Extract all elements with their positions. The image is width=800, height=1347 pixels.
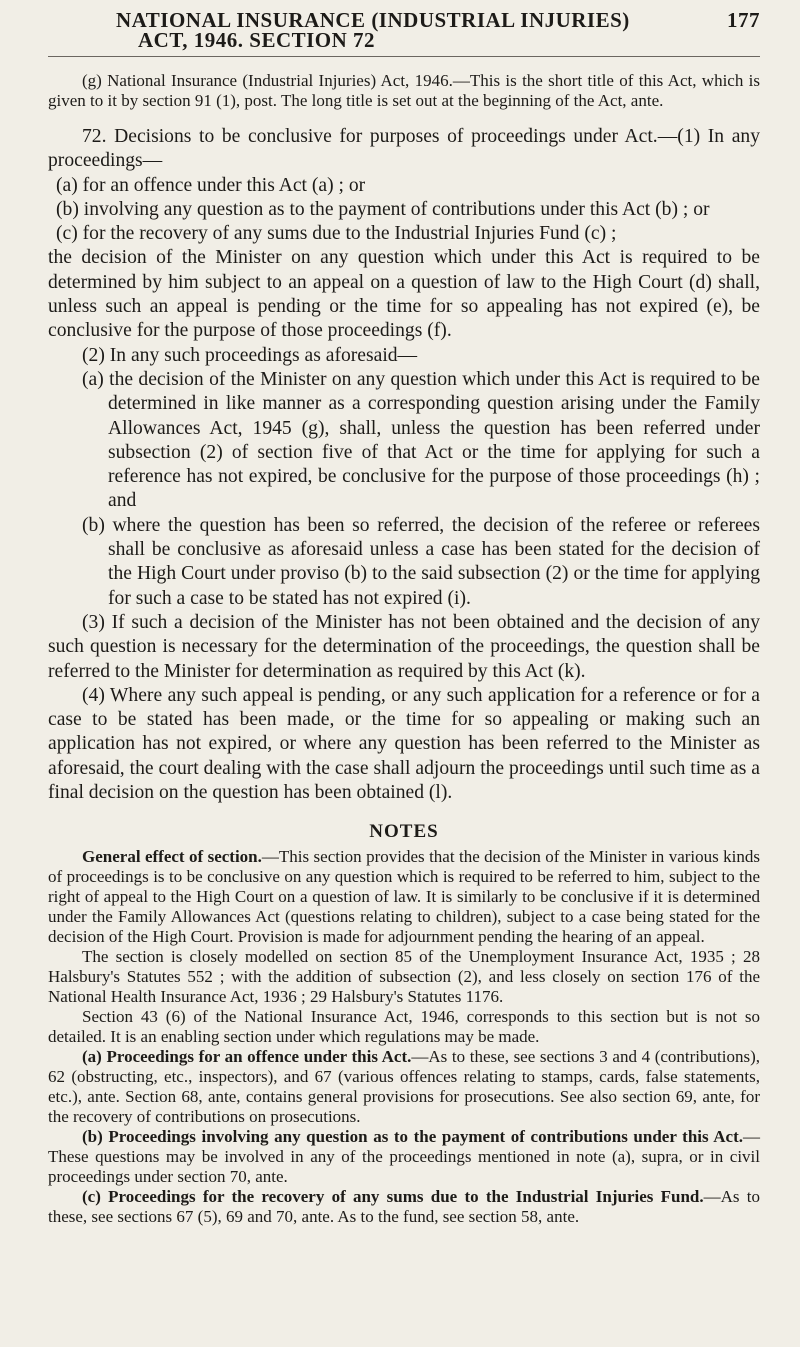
section-heading: 72. Decisions to be conclusive for purposes of proceedings under Act.—(1) In any proceedings— xyxy=(48,126,760,172)
subsection-1-a: (a) for an offence under this Act (a) ; or xyxy=(56,174,366,196)
page-number: 177 xyxy=(727,8,760,32)
note-b-text: —These questions may be involved in any of the proceedings mentioned in note (a), supra, or in civil proceedings under section 70, ante. xyxy=(48,1127,760,1187)
intro-footnote: (g) National Insurance (Industrial Injuries) Act, 1946.—This is the short title of this Act, which is given to it by section 91 (1), post. The long title is set out at the beginning of the Act, ante. xyxy=(48,71,760,110)
notes-heading: NOTES xyxy=(369,821,439,843)
subsection-2: (2) In any such proceedings as aforesaid— xyxy=(82,344,418,366)
header-title-line2: ACT, 1946. SECTION 72 xyxy=(138,28,376,52)
note-para3: Section 43 (6) of the National Insurance Act, 1946, corresponds to this section but is not so detailed. It is an enabling section under which regulations may be made. xyxy=(48,1007,760,1047)
subsection-4: (4) Where any such appeal is pending, or any such application for a reference or for a case to be stated has been made, or the time for so appealing or making such an application has not expired, or where any question has been referred to the Minister as aforesaid, the court dealing with the case shall adjourn the proceedings until such time as a final decision on the question has been obtained (l). xyxy=(48,684,760,804)
header-rule xyxy=(48,56,760,57)
notes xyxy=(48,821,760,1227)
header-title-line1: NATIONAL INSURANCE (INDUSTRIAL INJURIES) xyxy=(116,8,630,32)
note-general xyxy=(48,847,760,947)
note-b-lead: (b) Proceedings involving any question as to the payment of contributions under this Act. xyxy=(82,1127,743,1147)
document-page xyxy=(48,8,760,1227)
subsection-1-tail: the decision of the Minister on any question which under this Act is required to be determined by him subject to an appeal on a question of law to the High Court (d) shall, unless such an appeal is pending or the time for so appealing has not expired (e), be conclusive for the purpose of those proceedings (f). xyxy=(48,247,760,342)
note-a-text: —As to these, see sections 3 and 4 (contributions), 62 (obstructing, etc., inspectors), and 67 (various offences relating to stamps, cards, false statements, etc.), ante. Section 68, ante, contains general provisions for prosecutions. See also section 69, ante, for the recovery of contributions on prosecutions. xyxy=(48,1047,761,1127)
note-para2: The section is closely modelled on section 85 of the Unemployment Insurance Act, 1935 ; 28 Halsbury's Statutes 552 ; with the addition of subsection (2), and less closely on section 176 of the National Health Insurance Act, 1936 ; 29 Halsbury's Statutes 1176. xyxy=(48,947,760,1007)
note-c xyxy=(48,1187,760,1227)
note-b xyxy=(48,1127,760,1187)
note-c-lead: (c) Proceedings for the recovery of any sums due to the Industrial Injuries Fund. xyxy=(82,1187,704,1207)
note-a-lead: (a) Proceedings for an offence under this Act. xyxy=(82,1047,412,1067)
note-general-lead: General effect of section. xyxy=(82,847,262,867)
running-header xyxy=(48,8,760,52)
subsection-1-c: (c) for the recovery of any sums due to the Industrial Injuries Fund (c) ; xyxy=(56,223,617,245)
note-a xyxy=(48,1047,760,1127)
note-general-text: —This section provides that the decision of the Minister in various kinds of proceedings is to be conclusive on any question which is required to be referred to him, subject to the right of appeal to the High Court on a question of law. It is similarly to be conclusive if it is determined under the Family Allowances Act (questions relating to children), subject to a case being stated for the decision of the High Court. Provision is made for adjournment pending the hearing of an appeal. xyxy=(48,847,760,947)
subsection-3: (3) If such a decision of the Minister has not been obtained and the decision of any such question is necessary for the determination of the proceedings, the question shall be referred to the Minister for determination as required by this Act (k). xyxy=(48,611,760,682)
subsection-2-a: (a) the decision of the Minister on any question which under this Act is required to be determined in like manner as a corresponding question arising under the Family Allowances Act, 1945 (g), shall, unless the question has been referred under subsection (2) of section five of that Act or the time for applying for such a reference has not expired, be conclusive for the purpose of those proceedings (h) ; and xyxy=(82,368,760,512)
subsection-1-b: (b) involving any question as to the payment of contributions under this Act (b) ; or xyxy=(56,198,710,220)
note-c-text: —As to these, see sections 67 (5), 69 and 70, ante. As to the fund, see section 58, ante. xyxy=(48,1187,760,1227)
subsection-2-b: (b) where the question has been so referred, the decision of the referee or referees shall be conclusive as aforesaid unless a case has been stated for the decision of the High Court under proviso (b) to the said subsection (2) or the time for applying for such a case to be stated has not expired (i). xyxy=(82,514,760,609)
section-72 xyxy=(48,125,760,805)
